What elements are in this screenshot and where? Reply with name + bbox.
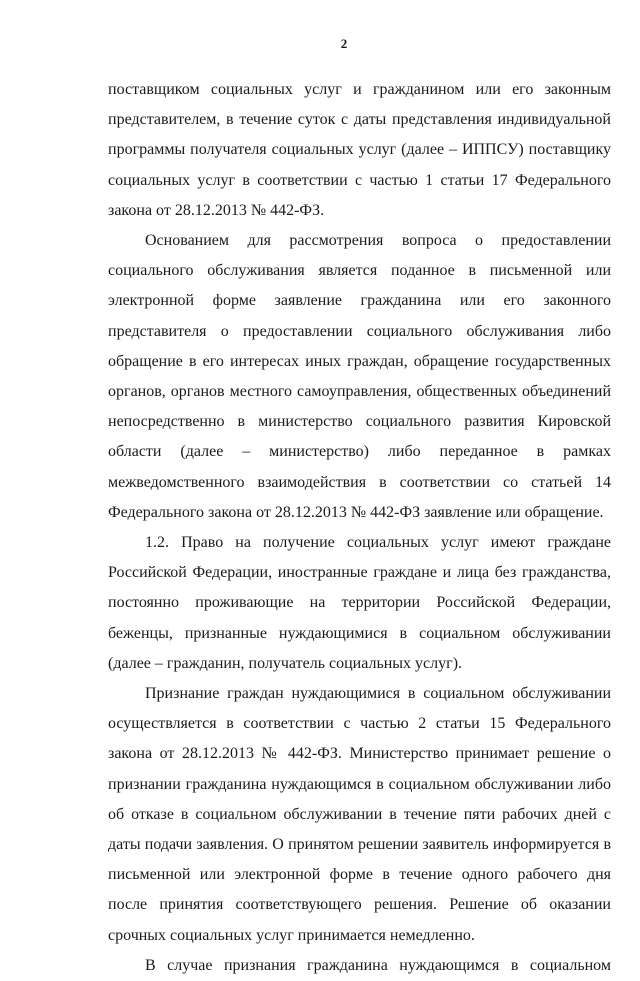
paragraph-recognition: Признание граждан нуждающимися в социальном обслуживании осуществляется в соответствии с частью 2 статьи 15 Федерального закона от 28.12.2013 № 442-ФЗ. Министерство принимает решение о признании гражданина нуждающимся в социальном обслуживании либо об отказе в социальном обслуживании в течение пяти рабочих дней с даты подачи заявления. О принятом решении заявитель информируется в письменной или электронной форме в течение одного рабочего дня после принятия соответствующего решения. Решение об оказании срочных социальных услуг принимается немедленно. <box>108 685 611 944</box>
paragraph-continuation: поставщиком социальных услуг и гражданином или его законным представителем, в течение суток с даты представления индивидуальной программы получателя социальных услуг (далее – ИППСУ) поставщику социальных услуг в соответствии с частью 1 статьи 17 Федерального закона от 28.12.2013 № 442-ФЗ. <box>108 81 611 219</box>
document-body <box>108 75 611 981</box>
page-number: 2 <box>340 36 348 51</box>
paragraph-basis: Основанием для рассмотрения вопроса о предоставлении социального обслуживания является поданное в письменной или электронной форме заявление гражданина или его законного представителя о предоставлении социального обслуживания либо обращение в его интересах иных граждан, обращение государственных органов, органов местного самоуправления, общественных объединений непосредственно в министерство социального развития Кировской области (далее – министерство) либо переданное в рамках межведомственного взаимодействия в соответствии со статьей 14 Федерального закона от 28.12.2013 № 442-ФЗ заявление или обращение. <box>108 232 611 521</box>
paragraph-case-recognition: В случае признания гражданина нуждающимся в социальном <box>145 956 611 974</box>
paragraph-section-1-2: 1.2. Право на получение социальных услуг имеют граждане Российской Федерации, иностранные граждане и лица без гражданства, постоянно проживающие на территории Российской Федерации, беженцы, признанные нуждающимися в социальном обслуживании (далее – гражданин, получатель социальных услуг). <box>108 534 611 672</box>
